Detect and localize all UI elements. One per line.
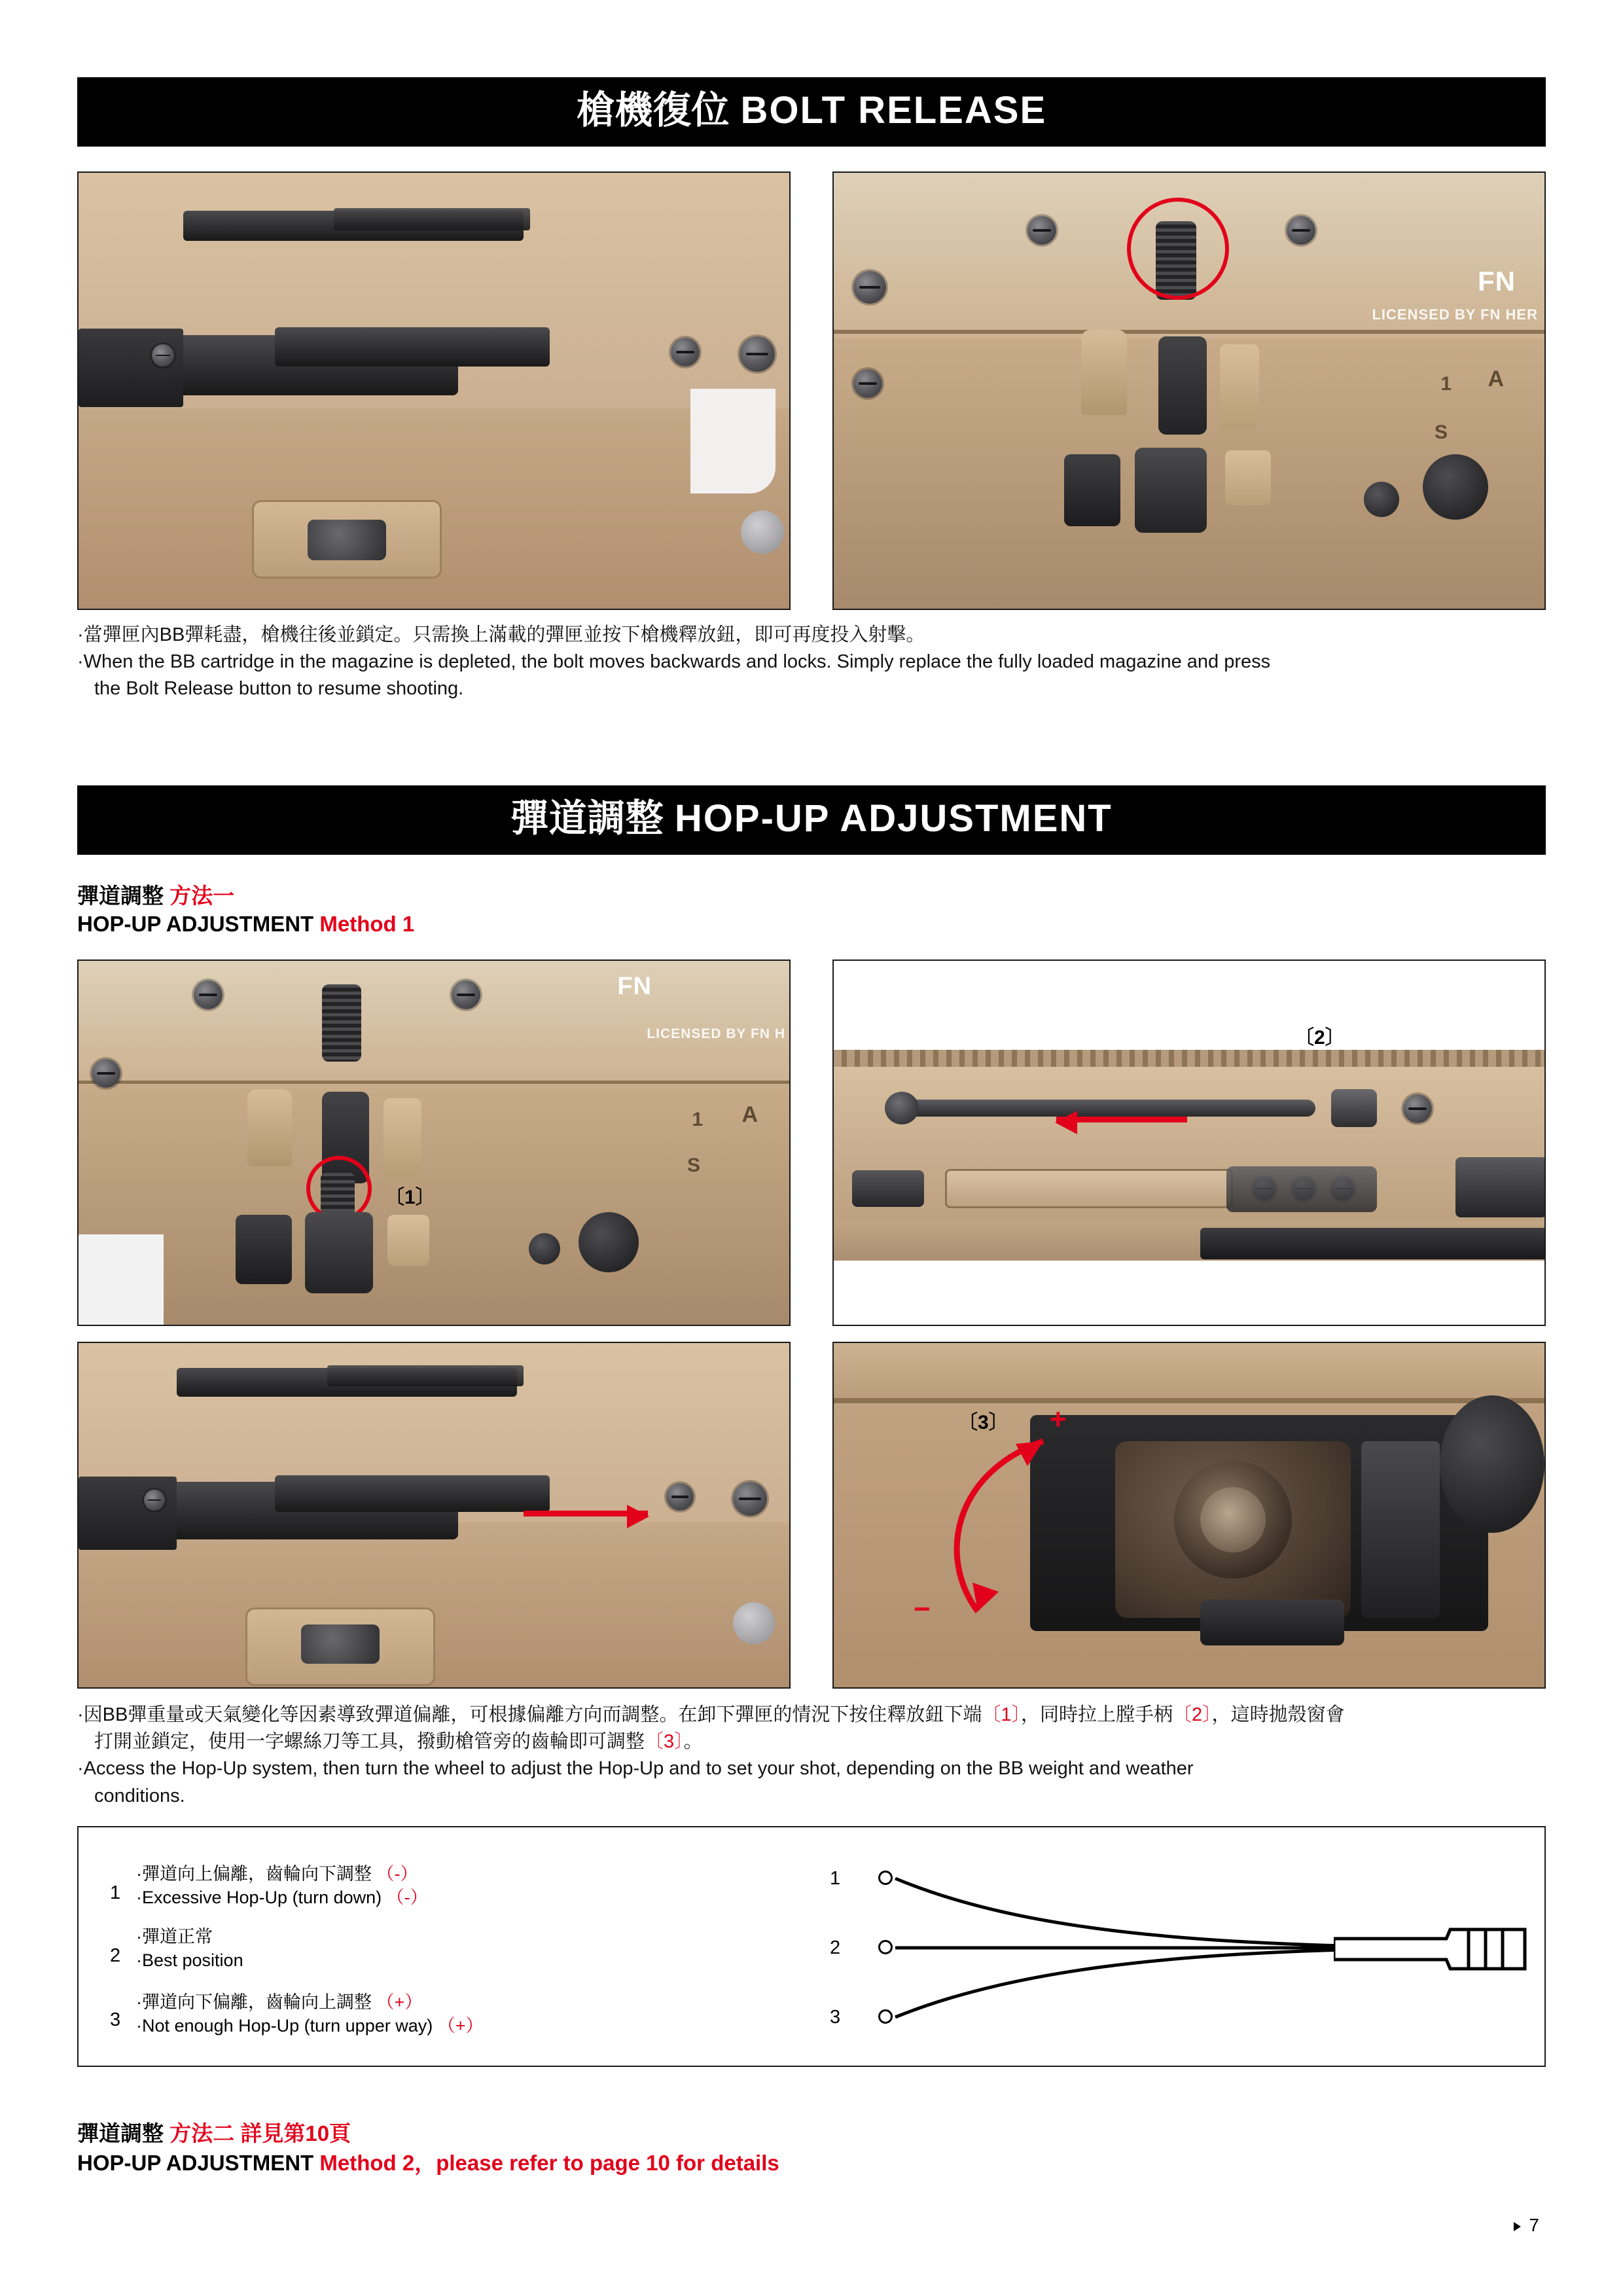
barrel-bore [1200, 1487, 1266, 1552]
bullet-triangle-icon [1514, 2222, 1521, 2231]
row-label-1 [136, 1863, 428, 1909]
lower-part [852, 1170, 924, 1207]
photo-bolt-release-left [77, 171, 791, 610]
method1-cn-red: 方法一 [169, 884, 235, 908]
screw-icon [733, 1482, 767, 1516]
highlight-circle [306, 1156, 372, 1221]
page-number-value: 7 [1529, 2215, 1539, 2235]
bolt-catch-lever [1158, 336, 1207, 435]
selector-mark-a: A [1488, 367, 1504, 391]
handguard-panel [945, 1169, 1233, 1208]
bolt-release-description [77, 622, 1546, 703]
screw-icon [666, 1483, 694, 1511]
lever-tan [383, 1098, 421, 1177]
charging-handle[interactable] [897, 1100, 1315, 1117]
magazine-release [308, 520, 386, 560]
desc-cn-1e: ，這時拋殼窗會 [1211, 1704, 1345, 1725]
row2-en: ·Best position [136, 1950, 243, 1970]
desc-cn-line2 [77, 1729, 1546, 1755]
desc-en-1: ·When the BB cartridge in the magazine is depleted, the bolt moves backwards and locks. Simply replace the fully loaded magazine and press [77, 651, 1271, 673]
method2-cn-red: 方法二 詳見第10頁 [169, 2121, 351, 2145]
row1-cn-sign: （-） [376, 1864, 418, 1884]
photo-hopup-step2 [832, 960, 1546, 1326]
desc-cn-1c: ，同時拉上膛手柄 [1021, 1704, 1173, 1725]
bolt-top [327, 1365, 524, 1386]
section-banner-bolt-release [77, 77, 1546, 147]
banner-title-cn: 槍機復位 [576, 89, 730, 132]
selector-mark-1: 1 [692, 1109, 703, 1130]
method1-en-red: Method 1 [319, 911, 415, 936]
minus-sign: − [914, 1593, 931, 1625]
screw-icon [740, 336, 775, 372]
row1-en: ·Excessive Hop-Up (turn down) [136, 1887, 382, 1907]
screw-icon [452, 980, 480, 1009]
selector-knob[interactable] [579, 1212, 639, 1272]
row-index-2: 2 [110, 1945, 121, 1966]
takedown-pin [733, 1602, 775, 1644]
takedown-pin [741, 511, 784, 554]
bolt-body [275, 327, 550, 367]
desc-cn-1b: 〔1〕 [982, 1704, 1021, 1725]
lever-tan [1220, 344, 1259, 429]
receiver-upper [79, 961, 789, 1085]
screw-icon [1027, 216, 1056, 245]
background-highlight [690, 389, 776, 493]
desc-en-line1: ·Access the Hop-Up system, then turn the wheel to adjust the Hop-Up and to set your shot, depending on the BB weight and weather [77, 1758, 1194, 1780]
row-label-2 [136, 1926, 243, 1972]
plus-sign: + [1050, 1403, 1067, 1435]
desc-cn-2a: 打開並鎖定，使用一字螺絲刀等工具，撥動槍管旁的齒輪即可調整 [94, 1731, 645, 1753]
pin-icon [529, 1233, 560, 1265]
receiver-seam [79, 1081, 789, 1084]
selector-mark-s: S [1434, 422, 1448, 443]
receiver-top [834, 1343, 1544, 1398]
method2-en: HOP-UP ADJUSTMENT [77, 2150, 314, 2175]
photo-hopup-step1 [77, 960, 791, 1326]
desc-cn-2b: 〔3〕 [645, 1731, 684, 1753]
hopup-trajectory-diagram [77, 1826, 1546, 2067]
selector-mark-s: S [687, 1155, 700, 1176]
node-label-2: 2 [830, 1937, 841, 1958]
row1-cn: ·彈道向上偏離，齒輪向下調整 [136, 1864, 372, 1884]
charging-handle-knob[interactable] [885, 1092, 919, 1124]
screw-icon [853, 271, 886, 304]
row-index-1: 1 [110, 1882, 121, 1903]
fn-logo: FN [1478, 266, 1516, 296]
direction-arrow-left [1056, 1117, 1187, 1122]
section-banner-hop-up [77, 785, 1546, 855]
receiver-seam [834, 330, 1544, 334]
page-number [1514, 2215, 1539, 2236]
fn-logo: FN [617, 973, 652, 1000]
trigger-guard-part [1064, 454, 1120, 526]
method2-en-red: Method 2，please refer to page 10 for details [319, 2150, 779, 2175]
row3-cn: ·彈道向下偏離，齒輪向上調整 [136, 1992, 372, 2012]
release-tab [1225, 450, 1271, 505]
magazine-catch [247, 1089, 292, 1166]
selector-knob[interactable] [1423, 454, 1488, 520]
lower-lever [1200, 1600, 1344, 1645]
method-1-heading [77, 882, 414, 939]
hopup-description [77, 1702, 1546, 1810]
selector-switch[interactable] [305, 1212, 373, 1293]
desc-en-line2: conditions. [94, 1785, 185, 1806]
method1-en: HOP-UP ADJUSTMENT [77, 911, 314, 936]
highlight-circle [1127, 198, 1229, 300]
fn-licensed-text: LICENSED BY FN HER [1372, 306, 1538, 323]
desc-cn-1d: 〔2〕 [1173, 1704, 1212, 1725]
selector-switch[interactable] [1135, 448, 1207, 533]
photo-hopup-step3 [77, 1342, 791, 1689]
bolt-rear [79, 1477, 177, 1550]
callout-1: 〔1〕 [385, 1187, 435, 1208]
row3-cn-sign: （+） [376, 1992, 423, 2012]
callout-2: 〔2〕 [1294, 1027, 1345, 1049]
method2-cn: 彈道調整 [77, 2121, 164, 2145]
release-tab [387, 1215, 429, 1266]
row2-cn: ·彈道正常 [136, 1927, 213, 1946]
background-white [834, 1261, 1544, 1326]
callout-3: 〔3〕 [958, 1412, 1008, 1433]
screw-icon [152, 344, 174, 367]
desc-en-2: the Bolt Release button to resume shooting. [94, 678, 464, 700]
row-index-3: 3 [110, 2009, 121, 2030]
row3-en: ·Not enough Hop-Up (turn upper way) [136, 2015, 433, 2036]
screw-icon [194, 980, 223, 1009]
magazine-release [301, 1624, 380, 1664]
screw-icon [671, 338, 700, 367]
method1-cn: 彈道調整 [77, 884, 164, 908]
bolt-rear [79, 329, 183, 407]
desc-cn-line1 [77, 1702, 1546, 1729]
trigger-guard-part [236, 1215, 292, 1284]
selector-mark-1: 1 [1440, 373, 1452, 395]
node-label-3: 3 [830, 2007, 841, 2028]
pin-icon [1364, 482, 1399, 517]
background-highlight [79, 1234, 164, 1326]
screw-icon [92, 1059, 120, 1088]
stock-knob [1440, 1395, 1544, 1533]
screw-icon [1287, 216, 1315, 245]
rail-block [1226, 1166, 1377, 1212]
bolt-face-block [1361, 1441, 1440, 1618]
screw-icon [144, 1490, 165, 1511]
desc-cn-1a: ·因BB彈重量或天氣變化等因素導致彈道偏離，可根據偏離方向而調整。在卸下彈匣的情況下按住釋放鈕下端 [77, 1704, 982, 1725]
banner-title-en: HOP-UP ADJUSTMENT [674, 797, 1113, 840]
row1-en-sign: （-） [386, 1887, 428, 1907]
photo-bolt-release-right [832, 171, 1546, 610]
magazine-catch [1081, 330, 1127, 415]
photo-hopup-wheel [832, 1342, 1546, 1689]
handle-stop [1331, 1089, 1377, 1127]
node-label-1: 1 [830, 1868, 841, 1889]
fn-licensed-text: LICENSED BY FN H [647, 1026, 785, 1041]
selector-mark-a: A [741, 1102, 758, 1127]
method-2-heading [77, 2119, 779, 2178]
muzzle-graphic [1334, 1919, 1530, 1979]
desc-cn-2c: 。 [683, 1731, 703, 1753]
row-label-3 [136, 1991, 484, 2037]
barrel [1200, 1228, 1546, 1259]
banner-title-en: BOLT RELEASE [740, 89, 1047, 132]
banner-title-cn: 彈道調整 [510, 797, 664, 840]
row3-en-sign: （+） [437, 2015, 484, 2036]
screw-icon [1403, 1094, 1432, 1123]
direction-arrow-right [524, 1511, 648, 1516]
bolt-top [334, 208, 530, 230]
picatinny-rail [834, 1050, 1544, 1067]
rail-section [1455, 1157, 1546, 1217]
screw-icon [853, 369, 882, 398]
desc-cn: ·當彈匣內BB彈耗盡，槍機往後並鎖定。只需換上滿載的彈匣並按下槍機釋放鈕，即可再度投入射擊。 [77, 624, 925, 645]
bolt-body [275, 1475, 550, 1512]
bolt-release-button[interactable] [322, 984, 361, 1062]
